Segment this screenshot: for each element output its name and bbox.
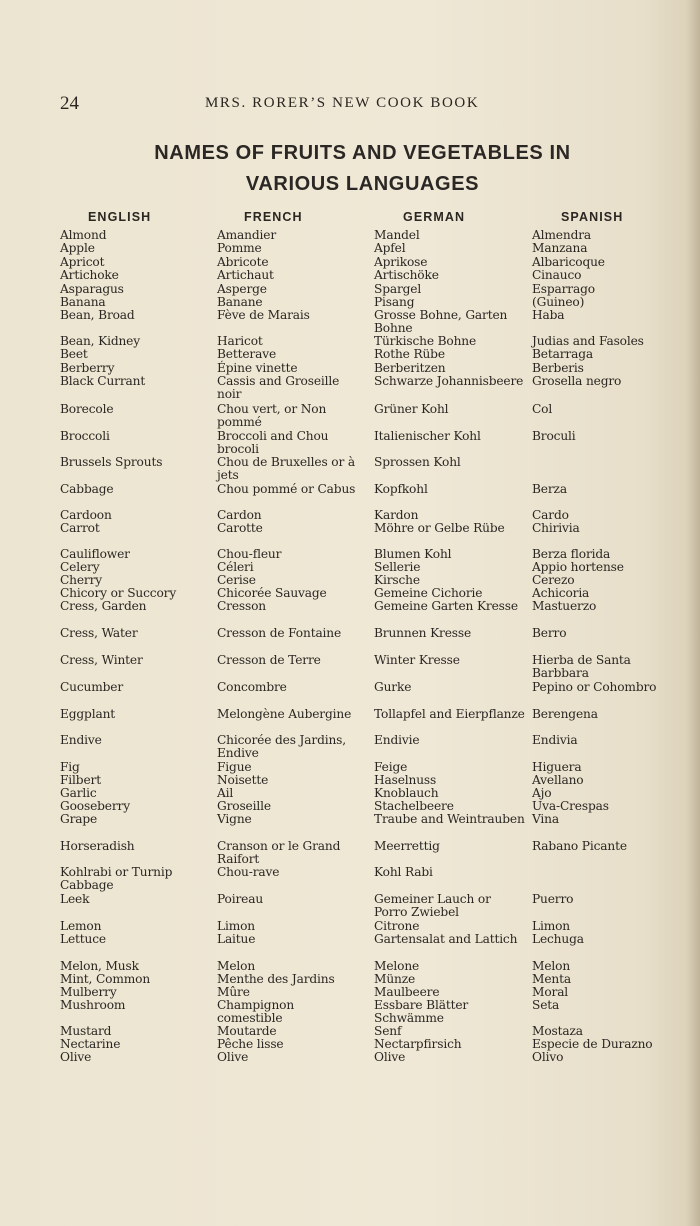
- cell-spanish: Chirivia: [532, 521, 580, 535]
- cell-english: Lemon: [60, 919, 102, 933]
- cell-english: Horseradish: [60, 839, 135, 853]
- cell-french: Groseille: [217, 799, 271, 813]
- running-head: MRS. RORER’S NEW COOK BOOK: [205, 95, 480, 111]
- cell-french: Asperge: [217, 282, 267, 296]
- cell-english: Banana: [60, 295, 106, 309]
- cell-german: Aprikose: [374, 255, 428, 269]
- cell-french: Vigne: [217, 812, 252, 826]
- cell-german: Schwarze Johannisbeere: [374, 374, 524, 388]
- cell-german: Kardon: [374, 508, 419, 522]
- cell-spanish: Betarraga: [532, 347, 593, 361]
- cell-french: Menthe des Jardins: [217, 972, 335, 986]
- cell-german: Münze: [374, 972, 416, 986]
- cell-spanish: Achicoria: [532, 586, 590, 600]
- cell-french: Chou vert, or Non pommé: [217, 402, 327, 430]
- cell-french: Ail: [217, 786, 234, 800]
- cell-spanish: Cinauco: [532, 268, 582, 282]
- cell-spanish: Pepino or Cohombro: [532, 680, 657, 694]
- cell-english: Cauliflower: [60, 547, 130, 561]
- cell-german: Gemeiner Lauch or Porro Zwiebel: [374, 892, 491, 920]
- cell-german: Gemeine Cichorie: [374, 586, 483, 600]
- cell-german: Grosse Bohne, Garten Bohne: [374, 308, 508, 336]
- cell-german: Traube and Weintrauben: [374, 812, 525, 826]
- cell-spanish: Albaricoque: [532, 255, 605, 269]
- cell-english: Cherry: [60, 573, 103, 587]
- cell-english: Eggplant: [60, 707, 116, 721]
- cell-spanish: Melon: [532, 959, 571, 973]
- cell-spanish: Mostaza: [532, 1024, 583, 1038]
- cell-german: Citrone: [374, 919, 420, 933]
- cell-german: Möhre or Gelbe Rübe: [374, 521, 505, 535]
- cell-german: Türkische Bohne: [374, 334, 477, 348]
- cell-spanish: Lechuga: [532, 932, 584, 946]
- cell-english: Bean, Broad: [60, 308, 135, 322]
- cell-spanish: Endivia: [532, 733, 578, 747]
- cell-english: Bean, Kidney: [60, 334, 140, 348]
- cell-french: Cerise: [217, 573, 256, 587]
- cell-french: Champignon comestible: [217, 998, 295, 1026]
- cell-german: Gartensalat and Lattich: [374, 932, 518, 946]
- cell-german: Melone: [374, 959, 420, 973]
- cell-english: Chicory or Succory: [60, 586, 177, 600]
- cell-french: Chou-rave: [217, 865, 280, 879]
- cell-english: Berberry: [60, 361, 115, 375]
- cell-german: Kohl Rabi: [374, 865, 433, 879]
- cell-french: Chicorée Sauvage: [217, 586, 327, 600]
- cell-spanish: Haba: [532, 308, 565, 322]
- cell-spanish: Grosella negro: [532, 374, 622, 388]
- cell-french: Pomme: [217, 241, 262, 255]
- cell-spanish: Almendra: [532, 228, 592, 242]
- cell-french: Haricot: [217, 334, 263, 348]
- cell-english: Garlic: [60, 786, 97, 800]
- cell-english: Gooseberry: [60, 799, 130, 813]
- cell-spanish: Limon: [532, 919, 570, 933]
- cell-french: Fève de Marais: [217, 308, 310, 322]
- cell-english: Cress, Winter: [60, 653, 143, 667]
- cell-french: Cranson or le Grand Raifort: [217, 839, 341, 867]
- cell-german: Brunnen Kresse: [374, 626, 472, 640]
- cell-english: Apricot: [60, 255, 105, 269]
- cell-german: Nectarpfirsich: [374, 1037, 462, 1051]
- column-header-spanish: SPANISH: [561, 210, 624, 224]
- cell-french: Abricote: [217, 255, 269, 269]
- cell-spanish: Moral: [532, 985, 569, 999]
- cell-spanish: Seta: [532, 998, 560, 1012]
- cell-english: Leek: [60, 892, 90, 906]
- cell-german: Artischöke: [374, 268, 439, 282]
- cell-spanish: Judias and Fasoles: [532, 334, 644, 348]
- cell-spanish: Berza: [532, 482, 567, 496]
- cell-german: Gemeine Garten Kresse: [374, 599, 518, 613]
- cell-french: Moutarde: [217, 1024, 277, 1038]
- cell-spanish: Esparrago: [532, 282, 595, 296]
- cell-spanish: Especie de Durazno: [532, 1037, 653, 1051]
- cell-german: Berberitzen: [374, 361, 446, 375]
- page-title: [60, 138, 665, 200]
- cell-german: Feige: [374, 760, 408, 774]
- cell-english: Nectarine: [60, 1037, 121, 1051]
- cell-german: Senf: [374, 1024, 402, 1038]
- cell-french: Chou-fleur: [217, 547, 282, 561]
- cell-english: Beet: [60, 347, 88, 361]
- cell-french: Céleri: [217, 560, 254, 574]
- cell-spanish: Berengena: [532, 707, 598, 721]
- cell-english: Broccoli: [60, 429, 110, 443]
- cell-french: Concombre: [217, 680, 287, 694]
- cell-english: Apple: [60, 241, 95, 255]
- cell-german: Haselnuss: [374, 773, 437, 787]
- cell-french: Amandier: [217, 228, 277, 242]
- cell-german: Apfel: [374, 241, 406, 255]
- cell-spanish: Puerro: [532, 892, 574, 906]
- cell-french: Olive: [217, 1050, 249, 1064]
- cell-spanish: Mastuerzo: [532, 599, 597, 613]
- cell-english: Olive: [60, 1050, 92, 1064]
- cell-french: Chicorée des Jardins, Endive: [217, 733, 347, 761]
- cell-english: Borecole: [60, 402, 114, 416]
- cell-english: Celery: [60, 560, 100, 574]
- cell-french: Pêche lisse: [217, 1037, 284, 1051]
- cell-german: Spargel: [374, 282, 422, 296]
- cell-spanish: Uva-Crespas: [532, 799, 609, 813]
- cell-french: Mûre: [217, 985, 250, 999]
- cell-german: Kirsche: [374, 573, 420, 587]
- cell-spanish: Rabano Picante: [532, 839, 627, 853]
- cell-english: Cardoon: [60, 508, 112, 522]
- cell-french: Cresson: [217, 599, 267, 613]
- cell-german: Rothe Rübe: [374, 347, 445, 361]
- cell-french: Melon: [217, 959, 256, 973]
- cell-spanish: Vina: [532, 812, 560, 826]
- cell-english: Cress, Garden: [60, 599, 147, 613]
- cell-spanish: (Guineo): [532, 295, 585, 309]
- title-line-1: NAMES OF FRUITS AND VEGETABLES IN: [154, 142, 571, 164]
- cell-german: Meerrettig: [374, 839, 440, 853]
- cell-german: Sprossen Kohl: [374, 455, 461, 469]
- cell-english: Cabbage: [60, 482, 114, 496]
- cell-english: Fig: [60, 760, 80, 774]
- cell-french: Betterave: [217, 347, 277, 361]
- cell-english: Mulberry: [60, 985, 117, 999]
- cell-german: Grüner Kohl: [374, 402, 449, 416]
- cell-french: Poireau: [217, 892, 264, 906]
- cell-spanish: Col: [532, 402, 553, 416]
- page-header: [60, 93, 660, 117]
- cell-french: Carotte: [217, 521, 263, 535]
- cell-german: Endivie: [374, 733, 420, 747]
- cell-spanish: Manzana: [532, 241, 588, 255]
- cell-german: Gurke: [374, 680, 412, 694]
- cell-german: Maulbeere: [374, 985, 440, 999]
- cell-german: Sellerie: [374, 560, 421, 574]
- cell-english: Grape: [60, 812, 98, 826]
- cell-english: Cress, Water: [60, 626, 138, 640]
- cell-german: Knoblauch: [374, 786, 439, 800]
- cell-spanish: Cerezo: [532, 573, 575, 587]
- cell-french: Laitue: [217, 932, 256, 946]
- cell-french: Cardon: [217, 508, 262, 522]
- cell-french: Épine vinette: [217, 361, 298, 375]
- cell-german: Essbare Blätter Schwämme: [374, 998, 469, 1026]
- title-line-2: VARIOUS LANGUAGES: [245, 173, 480, 195]
- cell-english: Kohlrabi or Turnip Cabbage: [60, 865, 173, 893]
- cell-french: Chou pommé or Cabus: [217, 482, 356, 496]
- cell-french: Artichaut: [217, 268, 274, 282]
- cell-french: Melongène Aubergine: [217, 707, 352, 721]
- cell-english: Cucumber: [60, 680, 124, 694]
- cell-german: Mandel: [374, 228, 420, 242]
- cell-german: Stachelbeere: [374, 799, 454, 813]
- cell-french: Limon: [217, 919, 255, 933]
- cell-english: Brussels Sprouts: [60, 455, 163, 469]
- page-number: 24: [60, 93, 79, 114]
- cell-german: Tollapfel and Eierpflanze: [374, 707, 525, 721]
- cell-english: Filbert: [60, 773, 101, 787]
- cell-spanish: Berro: [532, 626, 567, 640]
- cell-spanish: Menta: [532, 972, 571, 986]
- cell-french: Noisette: [217, 773, 269, 787]
- cell-english: Almond: [60, 228, 107, 242]
- cell-french: Broccoli and Chou brocoli: [217, 429, 329, 457]
- cell-german: Blumen Kohl: [374, 547, 452, 561]
- column-header-german: GERMAN: [403, 210, 466, 224]
- cell-spanish: Appio hortense: [532, 560, 624, 574]
- cell-spanish: Hierba de Santa Barbbara: [532, 653, 631, 681]
- cell-german: Italienischer Kohl: [374, 429, 481, 443]
- page-edge-shadow: [686, 0, 700, 1226]
- cell-english: Melon, Musk: [60, 959, 139, 973]
- cell-english: Asparagus: [60, 282, 124, 296]
- cell-spanish: Higuera: [532, 760, 582, 774]
- cell-english: Mint, Common: [60, 972, 151, 986]
- column-header-french: FRENCH: [244, 210, 303, 224]
- cell-english: Lettuce: [60, 932, 106, 946]
- cell-german: Olive: [374, 1050, 406, 1064]
- cell-french: Figue: [217, 760, 252, 774]
- cell-english: Black Currant: [60, 374, 146, 388]
- cell-spanish: Avellano: [532, 773, 584, 787]
- cell-german: Kopfkohl: [374, 482, 428, 496]
- cell-english: Endive: [60, 733, 102, 747]
- cell-english: Artichoke: [60, 268, 119, 282]
- cell-spanish: Broculi: [532, 429, 576, 443]
- cell-german: Pisang: [374, 295, 415, 309]
- cell-spanish: Berberis: [532, 361, 584, 375]
- cell-spanish: Ajo: [532, 786, 552, 800]
- cell-french: Banane: [217, 295, 263, 309]
- cell-spanish: Olivo: [532, 1050, 564, 1064]
- cell-french: Cresson de Terre: [217, 653, 321, 667]
- cell-french: Chou de Bruxelles or à jets: [217, 455, 355, 483]
- cell-english: Carrot: [60, 521, 100, 535]
- cell-french: Cresson de Fontaine: [217, 626, 342, 640]
- cell-german: Winter Kresse: [374, 653, 460, 667]
- cell-spanish: Berza florida: [532, 547, 611, 561]
- cell-french: Cassis and Groseille noir: [217, 374, 340, 402]
- cell-english: Mustard: [60, 1024, 112, 1038]
- column-header-english: ENGLISH: [88, 210, 152, 224]
- cell-spanish: Cardo: [532, 508, 569, 522]
- cell-english: Mushroom: [60, 998, 126, 1012]
